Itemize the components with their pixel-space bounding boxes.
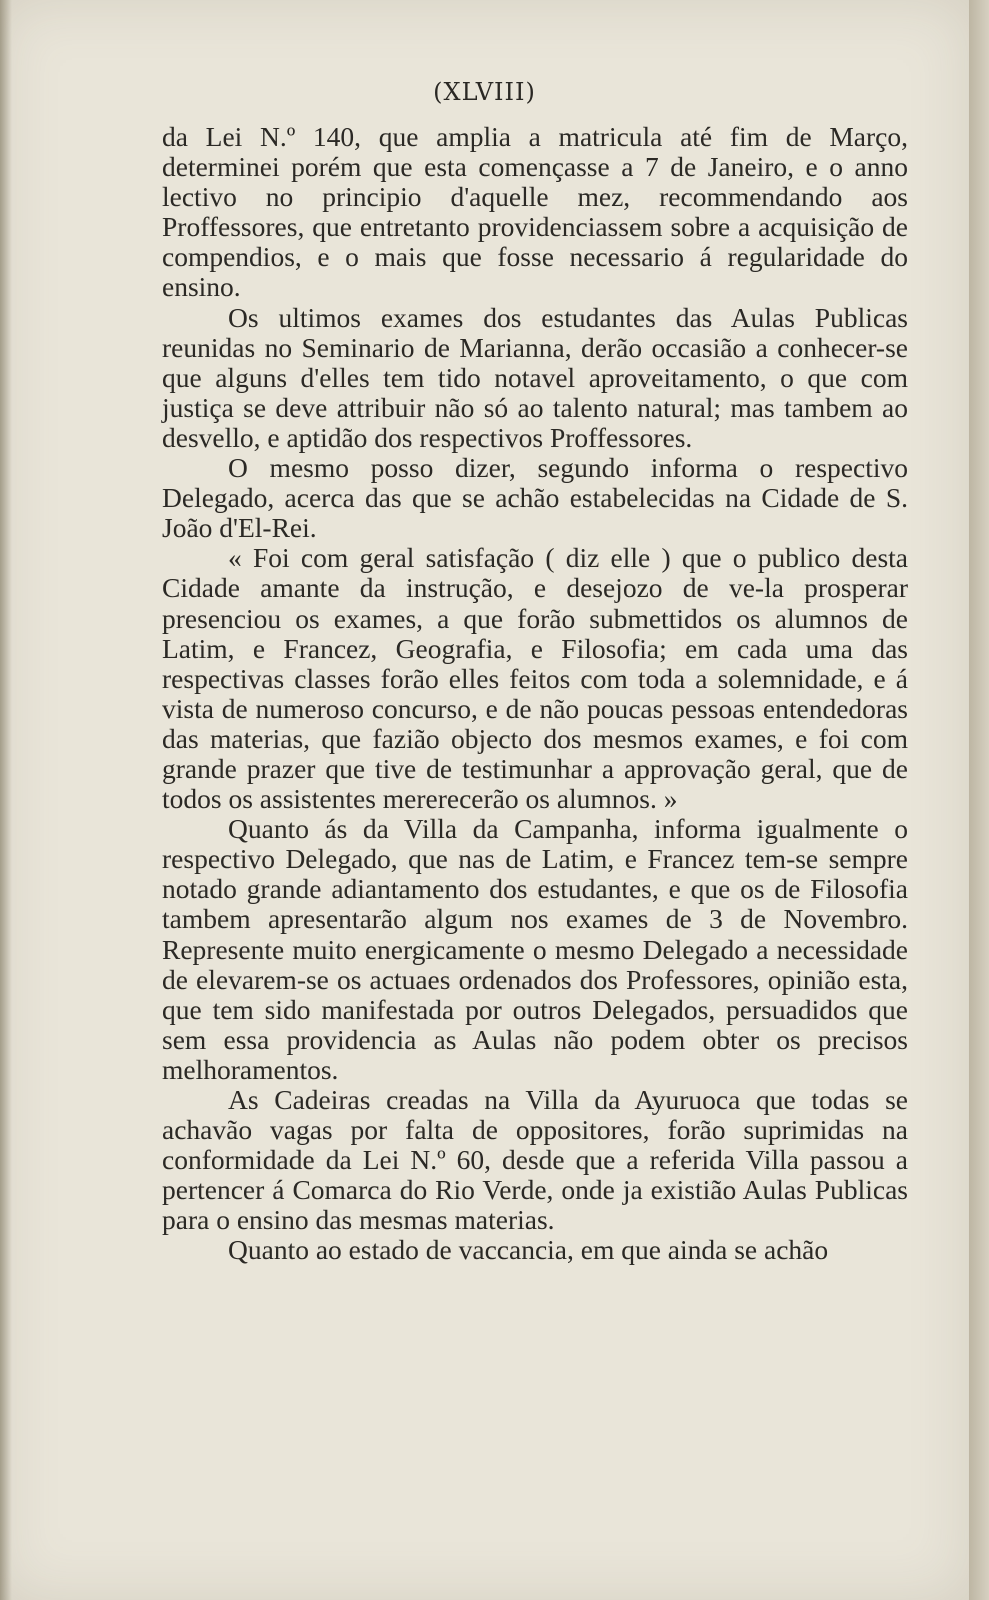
paragraph: As Cadeiras creadas na Villa da Ayuruoca que todas se achavão vagas por falta de oppositores, forão suprimidas na conformidade da Lei N.º 60, desde que a referida Villa passou a pertencer á Comarca do Rio Verde, onde ja existião Aulas Publicas para o ensino das mesmas materias. — [162, 1084, 908, 1236]
page-number-header: (XLVIII) — [433, 78, 536, 106]
body-text — [162, 122, 908, 1266]
quoted-paragraph: « Foi com geral satisfação ( diz elle ) que o publico desta Cidade amante da instrução, e desejozo de ve-la prosperar presenciou os exames, a que forão submettidos os alumnos de Latim, e Francez, Geografia, e Filosofia; em cada uma das respectivas classes forão elles feitos com toda a solemnidade, e á vista de numeroso concurso, e de não poucas pessoas entendedoras das materias, que fazião objecto dos mesmos exames, e foi com grande prazer que tive de testimunhar a approvação geral, que de todos os assistentes mererecerão os alumnos. » — [162, 542, 908, 815]
page-gutter-shadow — [0, 0, 12, 1600]
paragraph: Os ultimos exames dos estudantes das Aulas Publicas reunidas no Seminario de Marianna, derão occasião a conhecer-se que alguns d'elles tem tido notavel aproveitamento, o que com justiça se deve attribuir não só ao talento natural; mas tambem ao desvello, e aptidão dos respectivos Proffessores. — [162, 301, 908, 453]
page-edge — [969, 0, 989, 1600]
paragraph-continuation: da Lei N.º 140, que amplia a matricula até fim de Março, determinei porém que esta començasse a 7 de Janeiro, e o anno lectivo no principio d'aquelle mez, recommendando aos Proffessores, que entretanto providenciassem sobre a acquisição de compendios, e o mais que fosse necessario á regularidade do ensino. — [162, 121, 908, 303]
paragraph: Quanto ás da Villa da Campanha, informa igualmente o respectivo Delegado, que nas de Latim, e Francez tem-se sempre notado grande adiantamento dos estudantes, e que os de Filosofia tambem apresentarão algum nos exames de 3 de Novembro. Represente muito energicamente o mesmo Delegado a necessidade de elevarem-se os actuaes ordenados dos Professores, opinião esta, que tem sido manifestada por outros Delegados, persuadidos que sem essa providencia as Aulas não podem obter os precisos melhoramentos. — [162, 813, 908, 1085]
paragraph: O mesmo posso dizer, segundo informa o respectivo Delegado, acerca das que se achão estabelecidas na Cidade de S. João d'El-Rei. — [162, 452, 908, 544]
paragraph-final: Quanto ao estado de vaccancia, em que ainda se achão — [228, 1234, 829, 1266]
